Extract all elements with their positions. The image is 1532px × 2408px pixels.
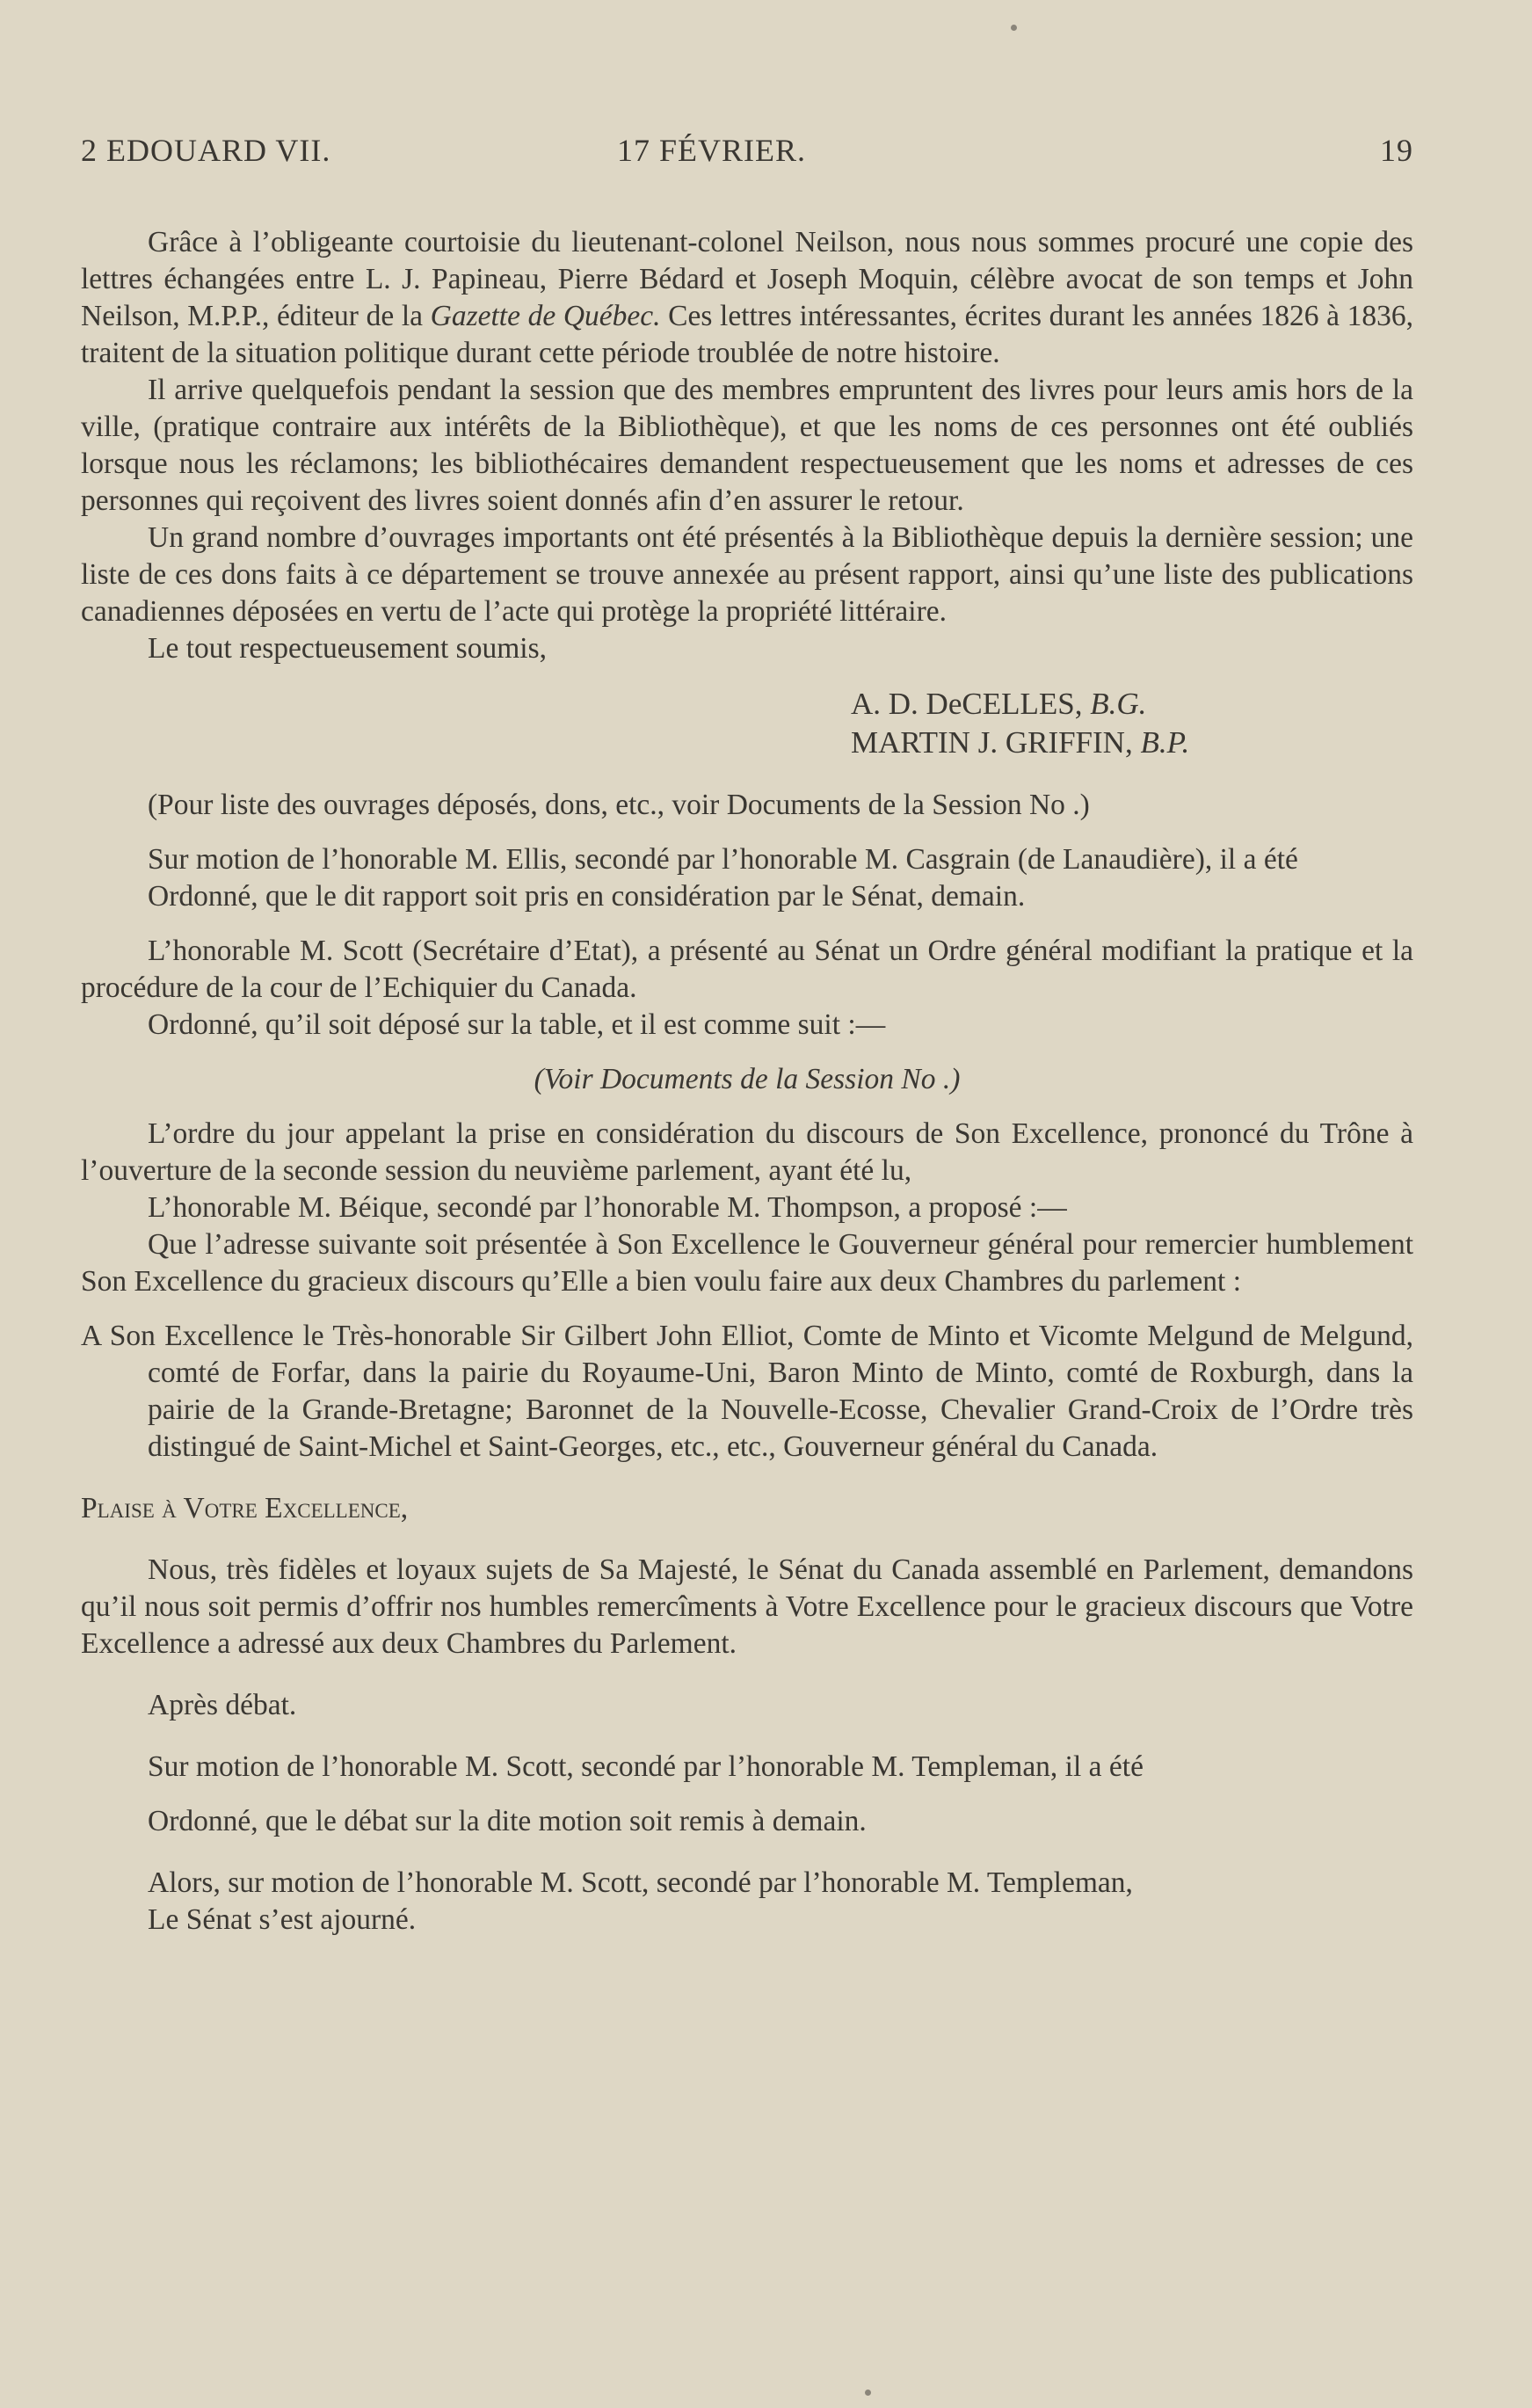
address-recipient: A Son Excellence le Très-honorable Sir Gilbert John Elliot, Comte de Minto et Vicomte Melgund de Melgund, comté de Forfar, dans la pairie du Royaume-Uni, Baron Minto de Minto, comté de Roxburgh, dans la pairie de la Grande-Bretagne; Baronnet de la Nouvelle-Ecosse, Chevalier Grand-Croix de l’Ordre très distingué de Saint-Michel et Saint-Georges, etc., etc., Gouverneur général du Canada.: [81, 1320, 1413, 1463]
motion-ellis: Sur motion de l’honorable M. Ellis, secondé par l’honorable M. Casgrain (de Lanaudière), il a été: [148, 843, 1298, 876]
paragraph-closing: Le tout respectueusement soumis,: [148, 632, 548, 665]
paragraph-correspondence: Grâce à l’obligeante courtoisie du lieutenant-colonel Neilson, nous nous sommes procuré une copie des lettres échangées entre L. J. Papineau, Pierre Bédard et Joseph Moquin, célèbre avocat de son temps et John Neilson, M.P.P., éditeur de la Gazette de Québec. Ces lettres intéressantes, écrites durant les années 1826 à 1836, traitent de la situation politique durant cette période troublée de notre histoire.: [81, 226, 1413, 369]
paper-speck: [1011, 25, 1017, 31]
signature-block: [81, 685, 1413, 762]
header-regnal-year: 2 EDOUARD VII.: [81, 133, 331, 168]
scott-presentation: L’honorable M. Scott (Secrétaire d’Etat), a présenté au Sénat un Ordre général modifiant la pratique et la procédure de la cour de l’Echiquier du Canada.: [81, 935, 1413, 1004]
list-note: (Pour liste des ouvrages déposés, dons, etc., voir Documents de la Session No .): [148, 789, 1090, 821]
order-table: Ordonné, qu’il soit déposé sur la table, et il est comme suit :—: [148, 1008, 886, 1041]
motion-beique: L’honorable M. Béique, secondé par l’honorable M. Thompson, a proposé :—: [148, 1191, 1067, 1224]
address-proposal: Que l’adresse suivante soit présentée à Son Excellence le Gouverneur général pour remercier humblement Son Excellence du gracieux discours qu’Elle a bien voulu faire aux deux Chambres du parlement :: [81, 1228, 1413, 1298]
adjournment-motion: Alors, sur motion de l’honorable M. Scott, secondé par l’honorable M. Templeman,: [148, 1866, 1133, 1899]
header-date: 17 FÉVRIER.: [617, 133, 807, 168]
paragraph-borrowed-books: Il arrive quelquefois pendant la session que des membres empruntent des livres pour leurs amis hors de la ville, (pratique contraire aux intérêts de la Bibliothèque), et que les noms de ces personnes ont été oubliés lorsque nous les réclamons; les bibliothécaires demandent respectueusement que les noms et adresses de ces personnes qui reçoivent des livres soient donnés afin d’en assurer le retour.: [81, 374, 1413, 517]
newspaper-title: Gazette de Québec.: [430, 300, 661, 332]
paper-speck: [865, 2390, 871, 2396]
after-debate: Après débat.: [148, 1689, 297, 1721]
order-postpone: Ordonné, que le débat sur la dite motion soit remis à demain.: [148, 1805, 867, 1837]
salutation: Plaise à Votre Excellence,: [81, 1492, 409, 1524]
page-header: [81, 132, 1413, 176]
page-body: [81, 224, 1413, 1939]
adjournment: Le Sénat s’est ajourné.: [148, 1903, 417, 1936]
page-number: 19: [1380, 133, 1413, 168]
address-body: Nous, très fidèles et loyaux sujets de Sa Majesté, le Sénat du Canada assemblé en Parlement, demandons qu’il nous soit permis d’offrir nos humbles remercîments à Votre Excellence pour le gracieux discours que Votre Excellence a adressé aux deux Chambres du Parlement.: [81, 1553, 1413, 1660]
order-consideration: Ordonné, que le dit rapport soit pris en considération par le Sénat, demain.: [148, 880, 1026, 913]
signature-parliamentary-librarian: MARTIN J. GRIFFIN, B.P.: [851, 725, 1190, 760]
paragraph-donations: Un grand nombre d’ouvrages importants ont été présentés à la Bibliothèque depuis la dernière session; une liste de ces dons faits à ce département se trouve annexée au présent rapport, ainsi qu’une liste des publications canadiennes déposées en vertu de l’acte qui protège la propriété littéraire.: [81, 521, 1413, 628]
signature-librarian-general: A. D. DeCELLES, B.G.: [851, 687, 1147, 721]
order-of-the-day: L’ordre du jour appelant la prise en considération du discours de Son Excellence, prononcé du Trône à l’ouverture de la seconde session du neuvième parlement, ayant été lu,: [81, 1117, 1413, 1187]
voir-documents: (Voir Documents de la Session No .): [534, 1063, 961, 1095]
motion-scott: Sur motion de l’honorable M. Scott, secondé par l’honorable M. Templeman, il a été: [148, 1750, 1144, 1783]
